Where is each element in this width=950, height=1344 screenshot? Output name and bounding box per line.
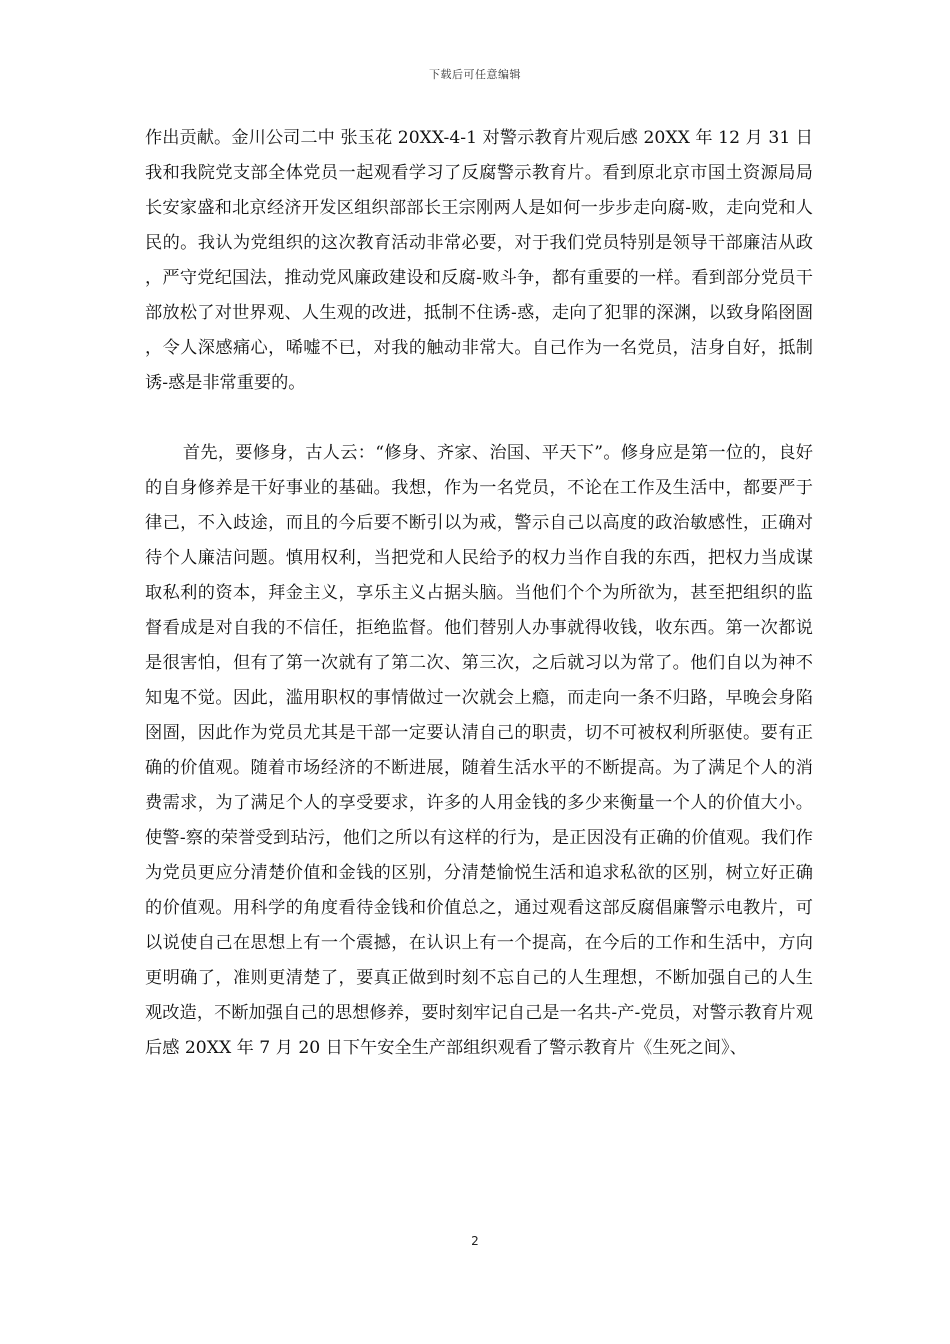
document-body <box>145 121 813 1066</box>
page-header-note: 下载后可任意编辑 <box>429 68 521 81</box>
body-paragraph-2: 首先，要修身，古人云：“修身、齐家、治国、平天下”。修身应是第一位的，良好的自身修养是干好事业的基础。我想，作为一名党员，不论在工作及生活中，都要严于律己，不入歧途，而且的今后要不断引以为戒，警示自己以高度的政治敏感性，正确对待个人廉洁问题。慎用权利，当把党和人民给予的权力当作自我的东西，把权力当成谋取私利的资本，拜金主义，享乐主义占据头脑。当他们个个为所欲为，甚至把组织的监督看成是对自我的不信任，拒绝监督。他们替别人办事就得收钱，收东西。第一次都说是很害怕，但有了第一次就有了第二次、第三次，之后就习以为常了。他们自以为神不知鬼不觉。因此，滥用职权的事情做过一次就会上瘾，而走向一条不归路，早晚会身陷囹圄，因此作为党员尤其是干部一定要认清自己的职责，切不可被权利所驱使。要有正确的价值观。随着市场经济的不断进展，随着生活水平的不断提高。为了满足个人的消费需求，为了满足个人的享受要求，许多的人用金钱的多少来衡量一个人的价值大小。使警-察的荣誉受到玷污，他们之所以有这样的行为，是正因没有正确的价值观。我们作为党员更应分清楚价值和金钱的区别，分清楚愉悦生活和追求私欲的区别，树立好正确的价值观。用科学的角度看待金钱和价值总之，通过观看这部反腐倡廉警示电教片，可以说使自己在思想上有一个震撼，在认识上有一个提高，在今后的工作和生活中，方向更明确了，准则更清楚了，要真正做到时刻不忘自己的人生理想，不断加强自己的人生观改造，不断加强自己的思想修养，要时刻牢记自己是一名共-产-党员，对警示教育片观后感 20XX 年 7 月 20 日下午安全生产部组织观看了警示教育片《生死之间》、 <box>145 443 813 1058</box>
page-number: 2 <box>471 1234 479 1248</box>
body-paragraph-1: 作出贡献。金川公司二中 张玉花 20XX-4-1 对警示教育片观后感 20XX 年 12 月 31 日我和我院党支部全体党员一起观看学习了反腐警示教育片。看到原北京市国土资源局局长安家盛和北京经济开发区组织部部长王宗刚两人是如何一步步走向腐-败，走向党和人民的。我认为党组织的这次教育活动非常必要，对于我们党员特别是领导干部廉洁从政，严守党纪国法，推动党风廉政建设和反腐-败斗争，都有重要的一样。看到部分党员干部放松了对世界观、人生观的改进，抵制不住诱-惑，走向了犯罪的深渊，以致身陷囹圄，令人深感痛心，唏嘘不已，对我的触动非常大。自己作为一名党员，洁身自好，抵制诱-惑是非常重要的。 <box>145 128 813 393</box>
